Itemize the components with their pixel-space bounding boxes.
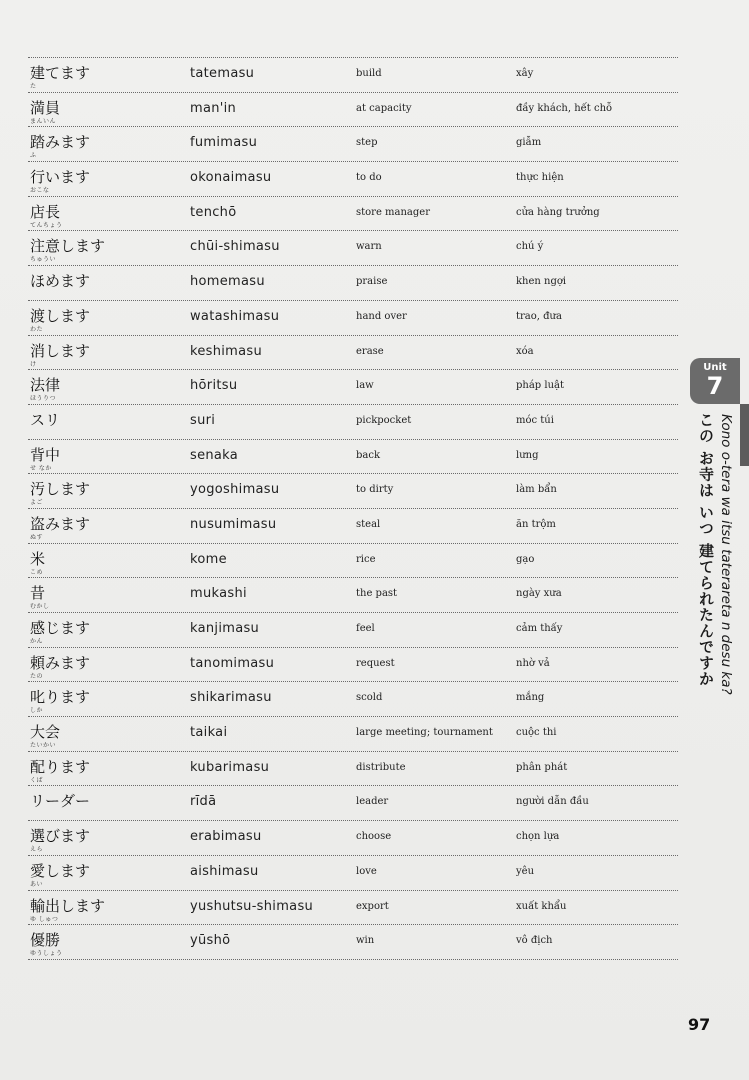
vocab-row (28, 474, 678, 509)
vietnamese-meaning: giẫm (516, 137, 542, 149)
japanese-word: 汚します (30, 480, 91, 499)
english-meaning: praise (356, 276, 388, 288)
english-meaning: rice (356, 553, 376, 565)
japanese-word: 優勝 (30, 931, 61, 950)
vocab-row (28, 717, 678, 752)
chapter-title-japanese: この お寺は いつ 建てられたんですか (697, 412, 715, 687)
english-meaning: step (356, 137, 378, 149)
vocab-row (28, 127, 678, 162)
vocab-row (28, 786, 678, 821)
romaji-reading: nusumimasu (190, 516, 277, 532)
vietnamese-meaning: móc túi (516, 414, 554, 426)
furigana: ほうりつ (30, 395, 57, 403)
vocab-row (28, 682, 678, 717)
page-number: 97 (688, 1015, 711, 1034)
unit-tab (690, 358, 740, 404)
english-meaning: warn (356, 241, 382, 253)
english-meaning: pickpocket (356, 414, 412, 426)
vietnamese-meaning: yêu (516, 865, 535, 877)
japanese-word: 昔 (30, 584, 46, 603)
vietnamese-meaning: trao, đưa (516, 310, 562, 322)
vietnamese-meaning: người dẫn đầu (516, 796, 589, 808)
japanese-word: 満員 (30, 98, 61, 117)
japanese-word: 渡します (30, 306, 91, 325)
japanese-word: 消します (30, 341, 91, 360)
vietnamese-meaning: đầy khách, hết chỗ (516, 102, 613, 114)
furigana: たの (30, 672, 44, 680)
japanese-word: 感じます (30, 619, 91, 637)
english-meaning: store manager (356, 206, 430, 218)
vietnamese-meaning: thực hiện (516, 172, 564, 184)
vietnamese-meaning: pháp luật (516, 380, 565, 392)
furigana: てんちょう (30, 221, 63, 229)
chapter-title-romaji: Kono o-tera wa itsu taterareta n desu ka? (718, 414, 734, 695)
vocab-row (28, 752, 678, 787)
furigana: おこな (30, 187, 50, 195)
japanese-word: 選びます (30, 827, 91, 846)
vietnamese-meaning: xây (516, 68, 534, 79)
furigana: あい (30, 880, 44, 888)
romaji-reading: keshimasu (190, 343, 263, 359)
vocab-row (28, 509, 678, 544)
vocab-row (28, 57, 678, 93)
vietnamese-meaning: mắng (516, 692, 545, 704)
unit-label: Unit (703, 362, 727, 373)
english-meaning: distribute (356, 761, 406, 773)
english-meaning: erase (356, 345, 384, 357)
japanese-word: リーダー (30, 792, 91, 811)
furigana: かん (30, 638, 44, 645)
vocab-row (28, 613, 678, 648)
furigana: こめ (30, 568, 44, 576)
furigana: け (30, 360, 37, 368)
japanese-word: 背中 (30, 445, 61, 464)
vocab-row (28, 370, 678, 405)
japanese-word: 行います (30, 168, 91, 187)
vocab-row (28, 197, 678, 232)
romaji-reading: mukashi (190, 586, 247, 602)
vocab-row (28, 440, 678, 475)
japanese-word: ほめます (30, 272, 91, 291)
english-meaning: to dirty (356, 484, 394, 496)
vietnamese-meaning: ăn trộm (516, 518, 556, 530)
romaji-reading: taikai (190, 725, 228, 741)
english-meaning: choose (356, 831, 392, 843)
furigana: ゆうしょう (30, 950, 63, 958)
romaji-reading: tanomimasu (190, 655, 275, 671)
japanese-word: 注意します (30, 237, 106, 256)
romaji-reading: kubarimasu (190, 759, 270, 775)
vietnamese-meaning: cuộc thi (516, 727, 557, 739)
vocab-row (28, 648, 678, 683)
vietnamese-meaning: xóa (516, 345, 534, 357)
furigana: ゆ しゅつ (30, 915, 59, 923)
english-meaning: feel (356, 623, 375, 634)
romaji-reading: shikarimasu (190, 690, 272, 706)
romaji-reading: watashimasu (190, 308, 280, 324)
page-edge-marker (740, 404, 749, 466)
furigana: ふ (30, 152, 37, 160)
vocab-row (28, 856, 678, 891)
english-meaning: steal (356, 518, 381, 530)
vietnamese-meaning: lưng (516, 449, 539, 461)
romaji-reading: homemasu (190, 274, 265, 290)
vietnamese-meaning: ngày xưa (516, 588, 562, 600)
vietnamese-meaning: khen ngợi (516, 276, 567, 288)
english-meaning: build (356, 68, 382, 79)
romaji-reading: chūi-shimasu (190, 239, 280, 255)
romaji-reading: erabimasu (190, 829, 262, 845)
vocab-row (28, 266, 678, 301)
vocab-row (28, 821, 678, 856)
furigana: しか (30, 707, 44, 715)
vocab-row (28, 301, 678, 336)
furigana: せ なか (30, 464, 52, 472)
vocab-row (28, 336, 678, 371)
romaji-reading: hōritsu (190, 378, 238, 394)
romaji-reading: rīdā (190, 794, 217, 810)
japanese-word: 配ります (30, 757, 91, 776)
japanese-word: 大会 (30, 723, 61, 742)
unit-number: 7 (706, 372, 724, 400)
vietnamese-meaning: làm bẩn (516, 484, 557, 496)
english-meaning: back (356, 449, 381, 461)
furigana: た (30, 83, 37, 90)
romaji-reading: man'in (190, 100, 237, 116)
vietnamese-meaning: xuất khẩu (516, 900, 567, 912)
furigana: わた (30, 325, 44, 333)
english-meaning: law (356, 380, 374, 392)
furigana: むかし (30, 603, 50, 611)
vietnamese-meaning: nhờ vả (516, 657, 550, 669)
furigana: まんいん (30, 117, 57, 125)
japanese-word: 法律 (30, 376, 61, 395)
romaji-reading: tenchō (190, 204, 237, 220)
japanese-word: 建てます (30, 64, 91, 82)
japanese-word: 米 (30, 549, 46, 568)
english-meaning: win (356, 935, 375, 947)
vietnamese-meaning: chú ý (516, 241, 544, 253)
vietnamese-meaning: phân phát (516, 761, 568, 773)
english-meaning: scold (356, 692, 383, 704)
furigana: よご (30, 499, 44, 507)
vocab-row (28, 93, 678, 128)
vietnamese-meaning: vô địch (516, 935, 553, 947)
furigana: たいかい (30, 742, 57, 750)
vocab-row (28, 544, 678, 579)
vocab-row (28, 162, 678, 197)
romaji-reading: suri (190, 412, 216, 428)
english-meaning: request (356, 657, 395, 669)
japanese-word: 叱ります (30, 688, 91, 707)
english-meaning: hand over (356, 310, 407, 322)
english-meaning: export (356, 900, 389, 912)
furigana: ぬす (30, 533, 44, 541)
japanese-word: 頼みます (30, 653, 91, 672)
romaji-reading: yushutsu-shimasu (190, 898, 314, 914)
vocab-row (28, 405, 678, 440)
romaji-reading: tatemasu (190, 66, 255, 81)
romaji-reading: aishimasu (190, 863, 259, 879)
japanese-word: スリ (30, 410, 61, 429)
furigana: くば (30, 776, 44, 784)
english-meaning: at capacity (356, 102, 412, 114)
english-meaning: to do (356, 172, 382, 184)
vocab-row (28, 578, 678, 613)
romaji-reading: yogoshimasu (190, 482, 280, 498)
romaji-reading: kome (190, 551, 227, 567)
japanese-word: 踏みます (30, 133, 91, 152)
vietnamese-meaning: cảm thấy (516, 623, 563, 634)
japanese-word: 輸出します (30, 896, 106, 915)
japanese-word: 店長 (30, 202, 61, 221)
vocabulary-list (28, 57, 678, 960)
vietnamese-meaning: gạo (516, 553, 535, 565)
english-meaning: the past (356, 588, 398, 600)
english-meaning: large meeting; tournament (356, 727, 493, 739)
furigana: えら (30, 846, 44, 854)
romaji-reading: yūshō (190, 933, 231, 949)
vocab-row (28, 231, 678, 266)
vietnamese-meaning: chọn lựa (516, 831, 560, 843)
vocab-row (28, 891, 678, 926)
japanese-word: 盗みます (30, 514, 91, 533)
english-meaning: leader (356, 796, 389, 808)
romaji-reading: kanjimasu (190, 621, 260, 636)
english-meaning: love (356, 865, 377, 877)
japanese-word: 愛します (30, 861, 91, 880)
romaji-reading: okonaimasu (190, 170, 272, 186)
romaji-reading: senaka (190, 447, 239, 463)
vocab-row (28, 925, 678, 960)
furigana: ちゅうい (30, 256, 57, 264)
vietnamese-meaning: cửa hàng trưởng (516, 206, 600, 218)
romaji-reading: fumimasu (190, 135, 258, 151)
